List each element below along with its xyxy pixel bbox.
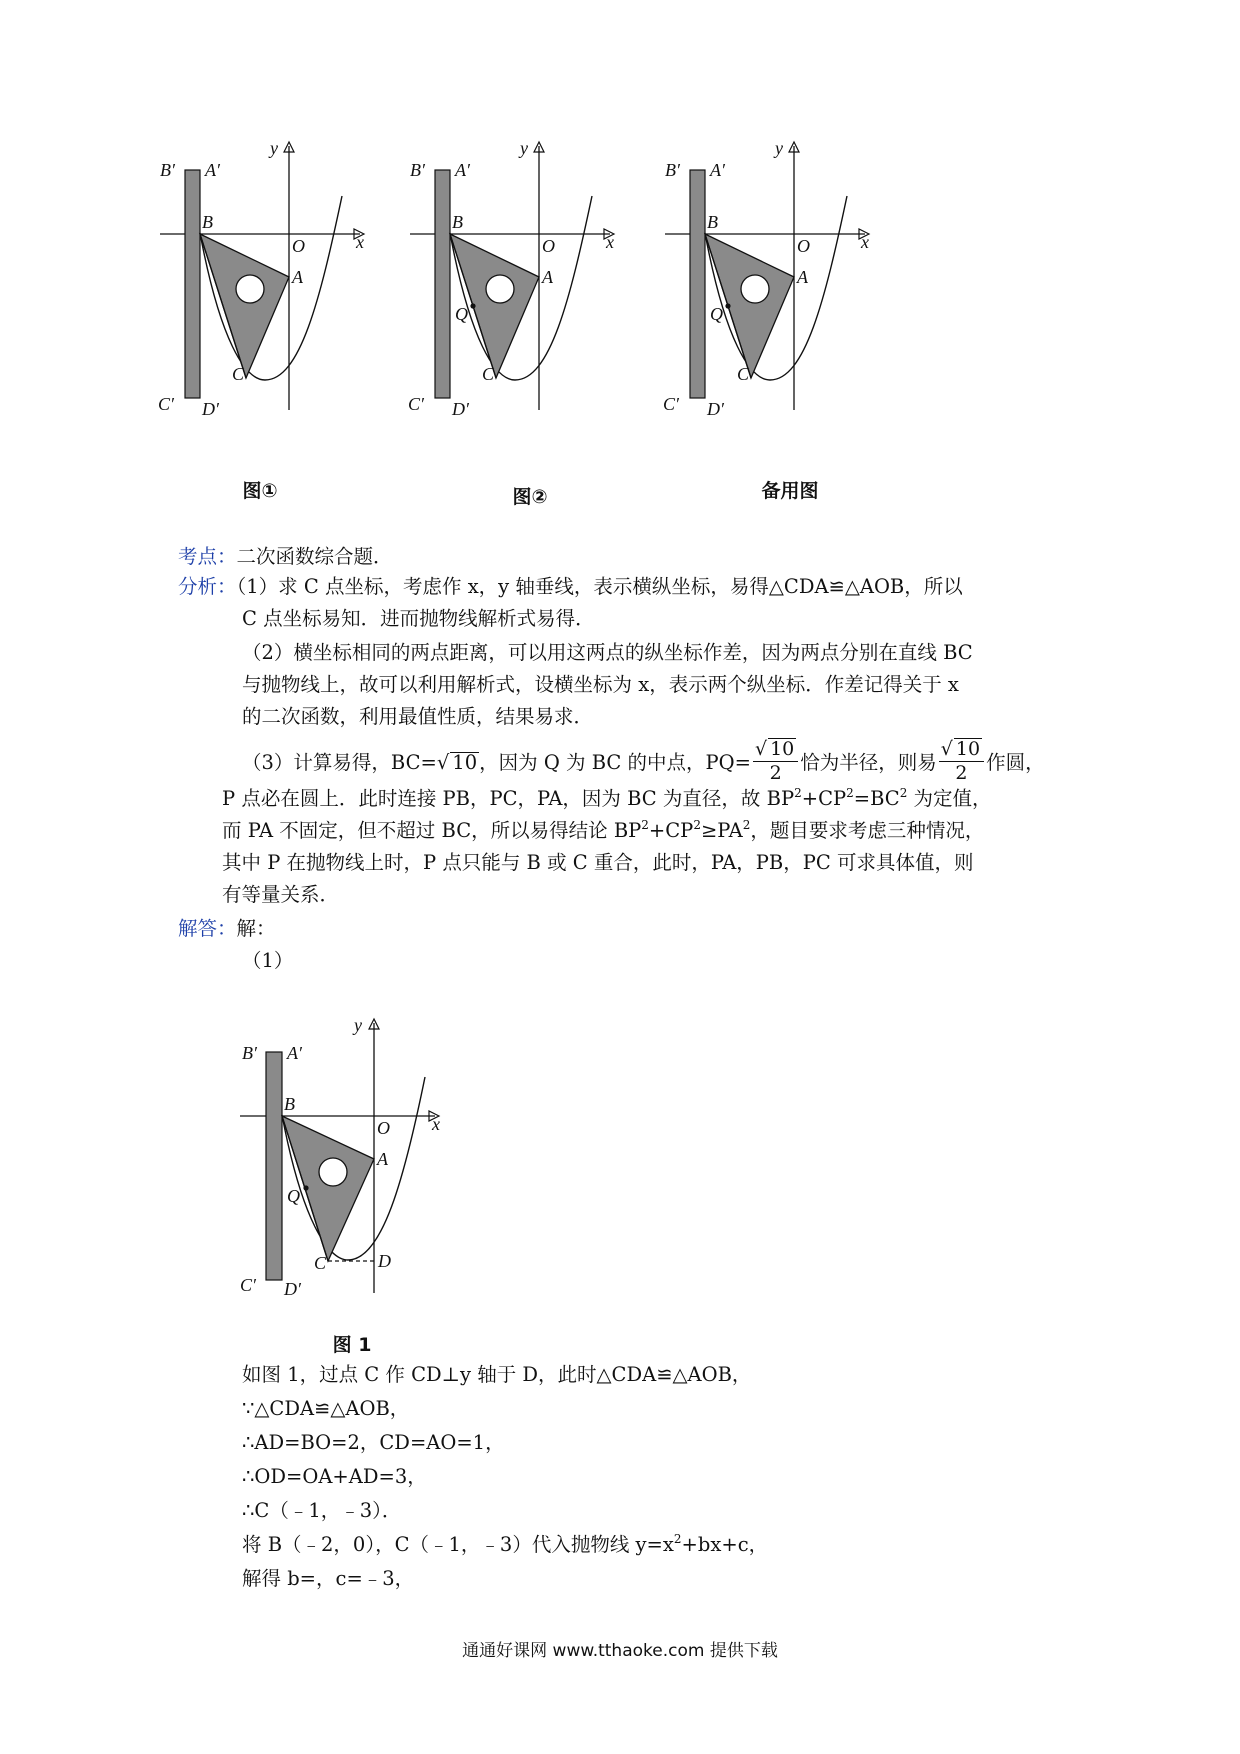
label-o: O [797, 236, 810, 256]
sup-2: 2 [899, 786, 908, 800]
label-c: C [737, 364, 750, 384]
label-d-prime: D′ [202, 399, 219, 419]
label-y: y [270, 138, 278, 158]
label-a-prime: A′ [455, 160, 470, 180]
fenxi-8b: +CP [648, 819, 694, 842]
triangle-hole [741, 275, 769, 303]
fraction-radius [939, 737, 984, 784]
label-a: A [292, 267, 303, 287]
point-q [725, 303, 730, 308]
label-q: Q [710, 304, 723, 324]
solution-line-2: ∵△CDA≌△AOB， [242, 1397, 410, 1420]
label-b: B [707, 212, 718, 232]
fenxi-8c: ≥PA [700, 819, 743, 842]
label-b-prime: B′ [410, 160, 425, 180]
fenxi-7b: +CP [801, 787, 847, 810]
triangle-hole [236, 275, 264, 303]
label-a-prime: A′ [287, 1043, 302, 1063]
label-q: Q [455, 304, 468, 324]
fenxi-tag: 分析： [178, 575, 237, 598]
fenxi-6a: （3）计算易得，BC= [242, 751, 437, 774]
jieda-tag: 解答： [178, 917, 237, 940]
kaodian-tag: 考点： [178, 545, 237, 568]
label-y: y [354, 1015, 362, 1035]
sqrt-10: 10 [452, 751, 478, 774]
label-d: D [378, 1251, 391, 1271]
sup-2: 2 [673, 1532, 682, 1546]
fenxi-line-6: （3）计算易得，BC=√ 10 ，因为 Q 为 BC 的中点，PQ= $\frac{√ 10}{2}$ 恰为半径，则易 $\frac{√ 10}{2}$ 作圆， [242, 738, 1045, 784]
label-y: y [775, 138, 783, 158]
fraction-den: 2 [769, 762, 782, 784]
point-q [303, 1185, 308, 1190]
label-d-prime: D′ [284, 1279, 301, 1299]
label-a: A [542, 267, 553, 287]
label-q: Q [287, 1186, 300, 1206]
solution-line-4: ∴OD=OA+AD=3， [242, 1465, 427, 1488]
label-b-prime: B′ [665, 160, 680, 180]
label-d-prime: D′ [707, 399, 724, 419]
solution-line-7: 解得 b=，c=﹣3， [242, 1567, 415, 1590]
label-a: A [377, 1149, 388, 1169]
label-o: O [542, 236, 555, 256]
fenxi-text-1: （1）求 C 点坐标，考虑作 x，y 轴垂线，表示横纵坐标，易得△CDA≌△AOB，所以 [236, 575, 963, 598]
label-c: C [314, 1253, 327, 1273]
label-x: x [432, 1114, 440, 1134]
triangle-parabola-figure [400, 140, 630, 430]
label-c-prime: C′ [663, 394, 679, 414]
fraction-den-2: 2 [955, 762, 968, 784]
jieda-text: 解： [236, 917, 276, 940]
frac-sqrt-10: 10 [770, 738, 795, 760]
label-b: B [202, 212, 213, 232]
fenxi-line-10: 有等量关系． [222, 883, 340, 906]
label-x: x [356, 232, 364, 252]
label-c: C [232, 364, 245, 384]
fenxi-7c: =BC [853, 787, 900, 810]
fenxi-6b: ，因为 Q 为 BC 的中点，PQ= [479, 751, 751, 774]
fraction-num: √ 10 [753, 737, 798, 762]
fenxi-line-3: （2）横坐标相同的两点距离，可以用这两点的纵坐标作差，因为两点分别在直线 BC [242, 641, 973, 664]
fenxi-line-5: 的二次函数，利用最值性质，结果易求． [242, 705, 594, 728]
label-b-prime: B′ [242, 1043, 257, 1063]
sup-2: 2 [794, 786, 802, 800]
fenxi-line-4: 与抛物线上，故可以利用解析式，设横坐标为 x，表示两个纵坐标．作差记得关于 x [242, 673, 959, 696]
sup-2: 2 [693, 818, 701, 832]
fenxi-7d: 为定值， [907, 787, 992, 810]
caption-fig-backup: 备用图 [761, 480, 819, 502]
figure-solution-1 [210, 1005, 450, 1299]
frac-sqrt-10-2: 10 [955, 738, 981, 760]
sup-2: 2 [742, 818, 751, 832]
ruler [185, 170, 200, 398]
figure-circled-2 [400, 140, 630, 430]
fenxi-6c: 恰为半径，则易 [800, 751, 937, 774]
fraction-num-2: √ 10 [939, 737, 984, 762]
label-b: B [452, 212, 463, 232]
caption-figure-1: 图 1 [332, 1334, 372, 1356]
solution-6a: 将 B（﹣2，0），C（﹣1，﹣3）代入抛物线 y=x [242, 1533, 674, 1556]
triangle-hole [486, 275, 514, 303]
fenxi-line-7 [222, 784, 992, 814]
fenxi-8d: ，题目要求考虑三种情况， [750, 819, 985, 842]
fenxi-6d: 作圆， [986, 751, 1045, 774]
footer: 通通好课网 www.tthaoke.com 提供下载 [462, 1641, 778, 1661]
label-d-prime: D′ [452, 399, 469, 419]
fraction-pq [753, 737, 798, 784]
solution-line-5: ∴C（﹣1，﹣3）． [242, 1499, 402, 1522]
kaodian-line [178, 542, 393, 572]
figure-backup [655, 140, 885, 430]
triangle-hole [319, 1158, 347, 1186]
sup-2: 2 [846, 786, 854, 800]
label-c: C [482, 364, 495, 384]
solution-line-6 [242, 1530, 768, 1560]
fenxi-8a: 而 PA 不固定，但不超过 BC，所以易得结论 BP [222, 819, 642, 842]
fenxi-line-2: C 点坐标易知．进而抛物线解析式易得． [242, 607, 595, 630]
solution-6b: +bx+c， [681, 1533, 769, 1556]
label-o: O [292, 236, 305, 256]
caption-fig-circled-2: 图② [512, 486, 548, 508]
label-b: B [284, 1094, 295, 1114]
triangle-parabola-figure [655, 140, 885, 430]
triangle-parabola-figure-d [210, 1005, 450, 1299]
label-b-prime: B′ [160, 160, 175, 180]
label-c-prime: C′ [408, 394, 424, 414]
solution-line-3: ∴AD=BO=2，CD=AO=1， [242, 1431, 505, 1454]
jieda-line [178, 914, 276, 944]
figure-1-circled [150, 140, 380, 430]
label-a-prime: A′ [710, 160, 725, 180]
ruler [690, 170, 705, 398]
label-c-prime: C′ [158, 394, 174, 414]
fenxi-line-1 [178, 572, 963, 602]
triangle-board [200, 234, 289, 378]
caption-fig-circled-1: 图① [242, 480, 278, 502]
label-x: x [606, 232, 614, 252]
label-c-prime: C′ [240, 1275, 256, 1295]
fenxi-7a: P 点必在圆上．此时连接 PB，PC，PA，因为 BC 为直径，故 BP [222, 787, 795, 810]
label-y: y [520, 138, 528, 158]
label-a-prime: A′ [205, 160, 220, 180]
fenxi-line-9: 其中 P 在抛物线上时，P 点只能与 B 或 C 重合，此时，PA，PB，PC 可求具体值，则 [222, 851, 974, 874]
sup-2: 2 [641, 818, 649, 832]
label-a: A [797, 267, 808, 287]
ruler [266, 1052, 282, 1280]
label-x: x [861, 232, 869, 252]
point-q [470, 303, 475, 308]
kaodian-text: 二次函数综合题． [236, 545, 393, 568]
label-o: O [377, 1118, 390, 1138]
fenxi-line-8 [222, 816, 984, 846]
solution-line-1: 如图 1，过点 C 作 CD⊥y 轴于 D，此时△CDA≌△AOB， [242, 1363, 752, 1386]
part1-label: （1） [242, 949, 294, 972]
triangle-parabola-figure [150, 140, 380, 430]
ruler [435, 170, 450, 398]
